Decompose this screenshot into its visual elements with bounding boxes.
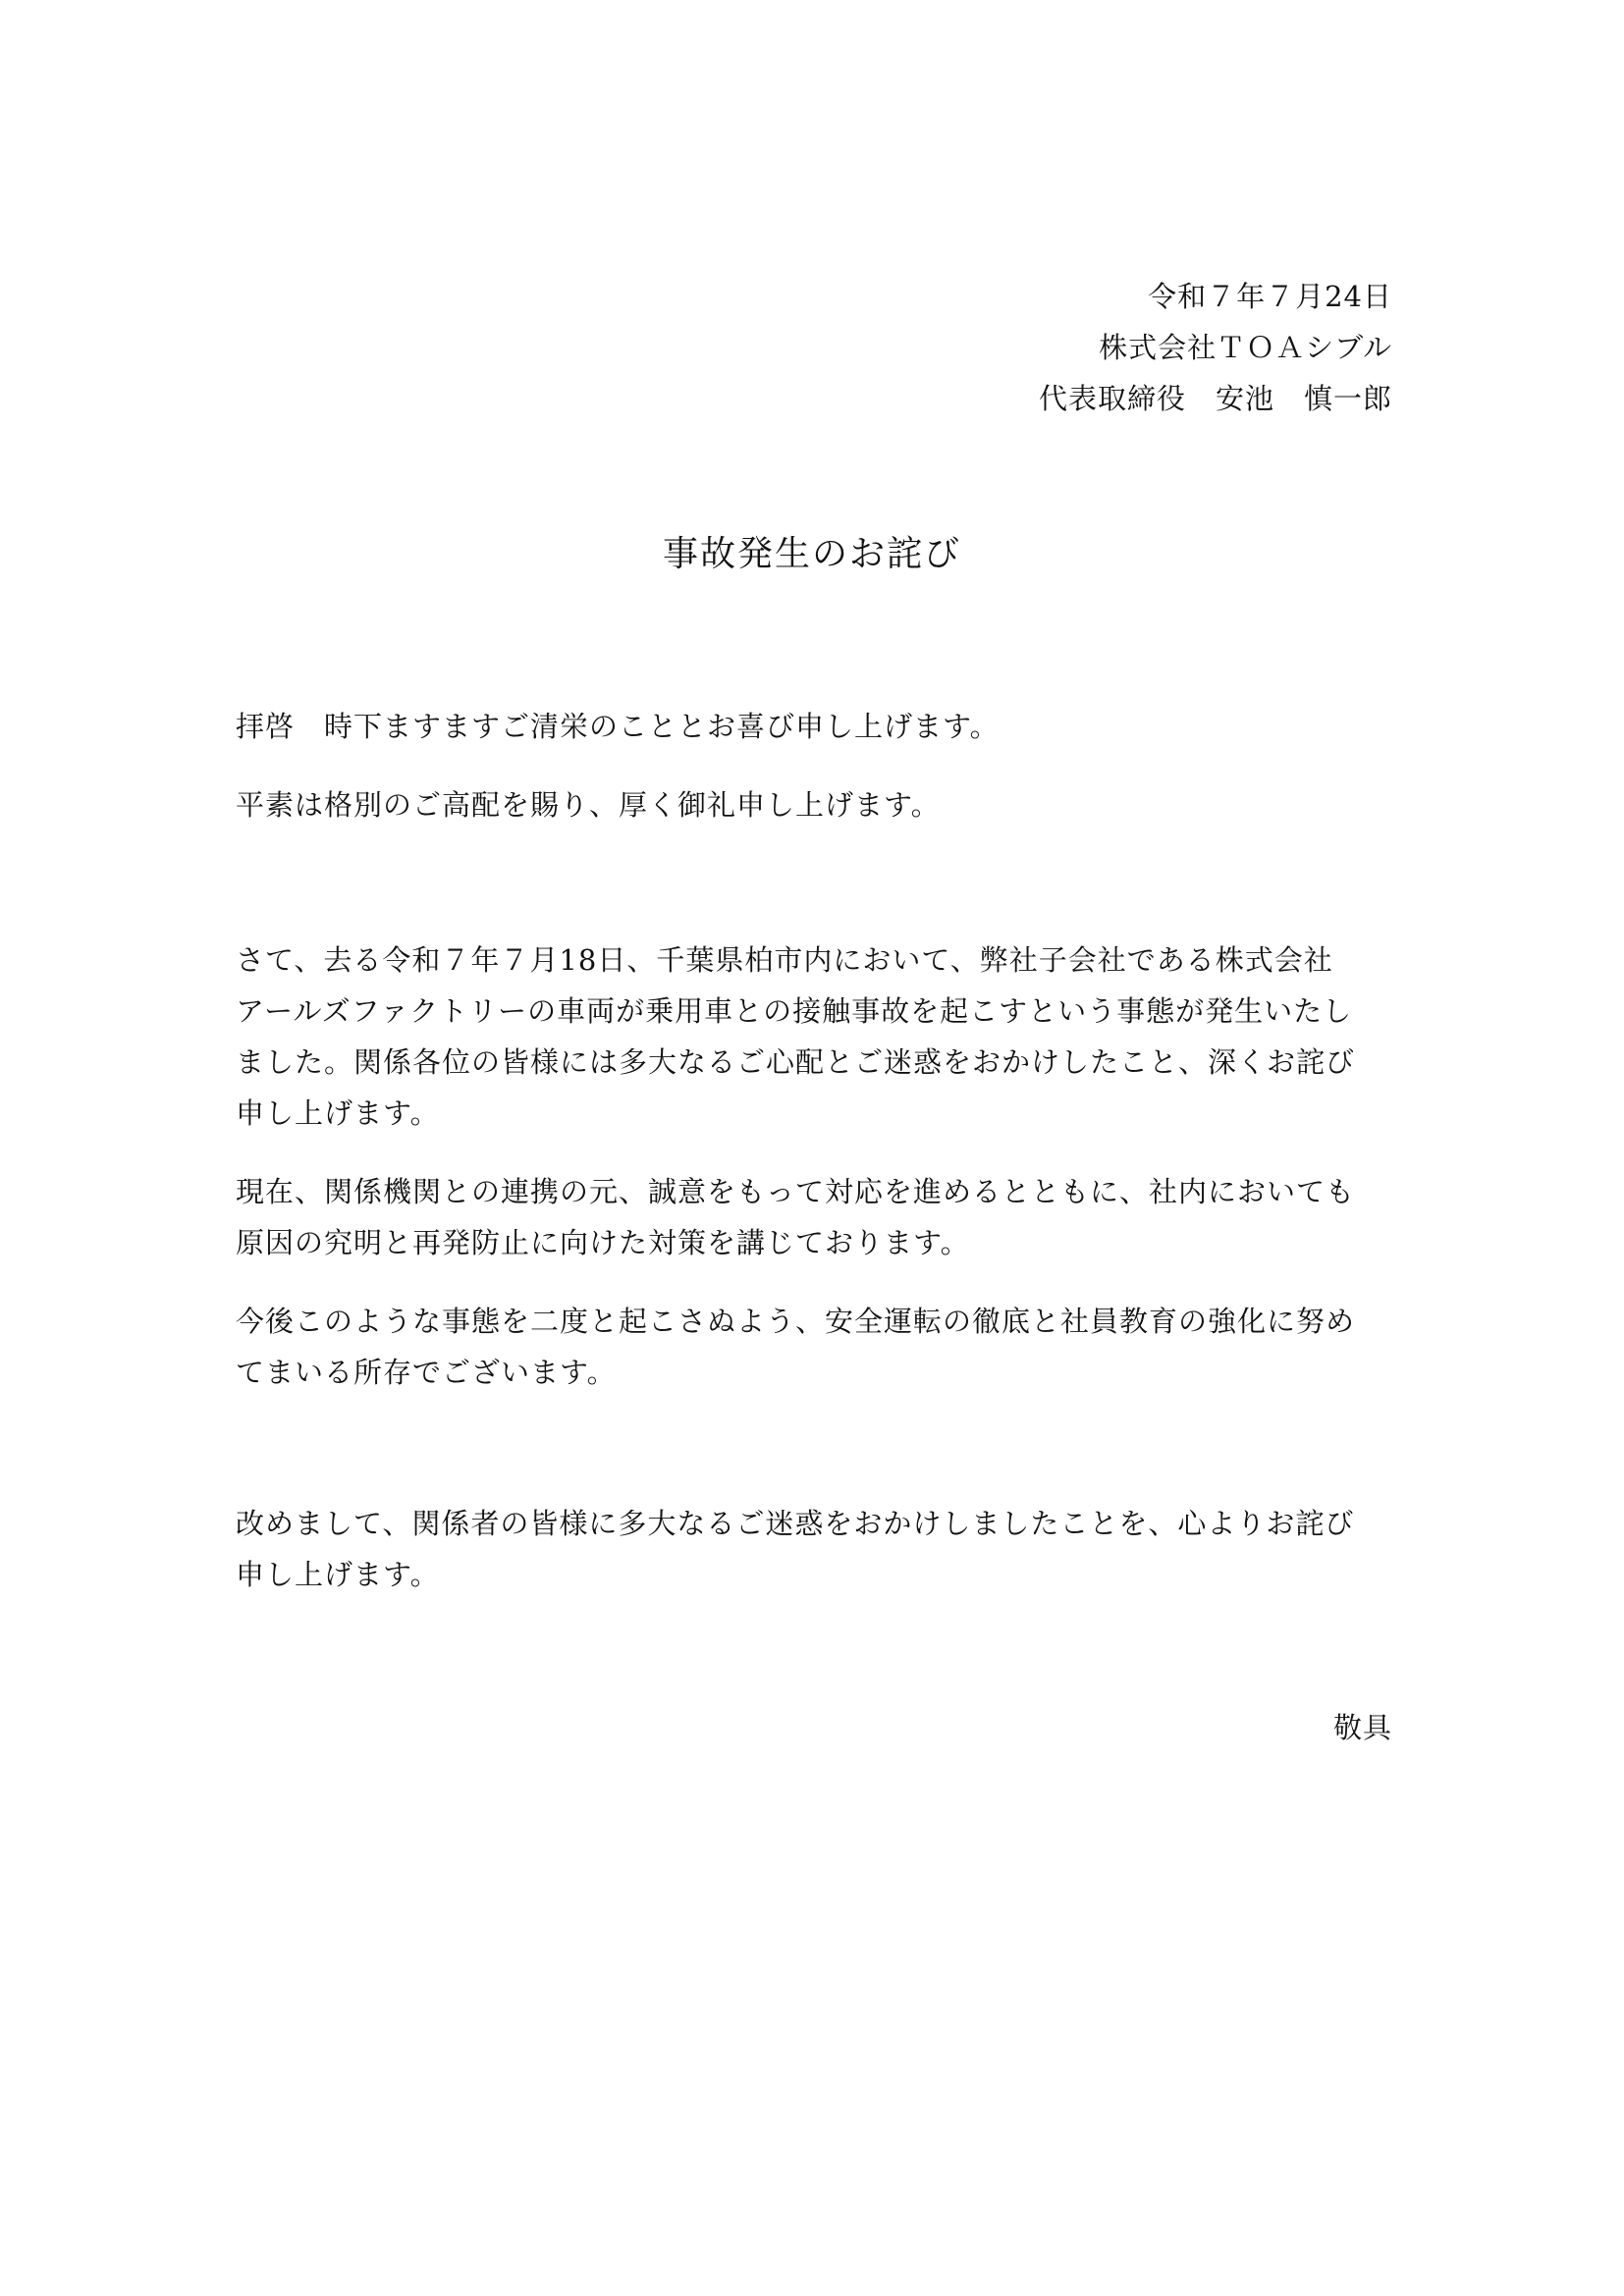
letter-date: 令和７年７月24日: [1148, 280, 1392, 313]
closing-word: 敬具: [1332, 1711, 1392, 1744]
paragraph-1-line-1: さて、去る令和７年７月18日、千葉県柏市内において、弊社子会社である株式会社: [236, 943, 1333, 977]
greeting-line-2: 平素は格別のご高配を賜り、厚く御礼申し上げます。: [236, 788, 941, 822]
paragraph-2-line-1: 現在、関係機関との連携の元、誠意をもって対応を進めるとともに、社内においても: [236, 1175, 1356, 1208]
letter-title: 事故発生のお詫び: [662, 534, 961, 574]
paragraph-1-line-2: アールズファクトリーの車両が乗用車との接触事故を起こすという事態が発生いたし: [236, 994, 1353, 1028]
paragraph-3-line-2: てまいる所存でございます。: [236, 1356, 617, 1389]
representative-name: 代表取締役 安池 慎一郎: [1038, 382, 1392, 415]
paragraph-1-line-3: ました。関係各位の皆様には多大なるご心配とご迷惑をおかけしたこと、深くお詫び: [236, 1045, 1356, 1079]
paragraph-3-line-1: 今後このような事態を二度と起こさぬよう、安全運転の徹底と社員教育の強化に努め: [236, 1305, 1356, 1338]
greeting-line-1: 拝啓 時下ますますご清栄のこととお喜び申し上げます。: [236, 710, 1000, 743]
paragraph-2-line-2: 原因の究明と再発防止に向けた対策を講じております。: [236, 1226, 970, 1259]
paragraph-1-line-4: 申し上げます。: [236, 1096, 440, 1130]
paragraph-4-line-1: 改めまして、関係者の皆様に多大なるご迷惑をおかけしましたことを、心よりお詫び: [236, 1507, 1355, 1540]
paragraph-4-line-2: 申し上げます。: [236, 1558, 440, 1591]
company-name: 株式会社ＴＯＡシブル: [1099, 331, 1392, 364]
